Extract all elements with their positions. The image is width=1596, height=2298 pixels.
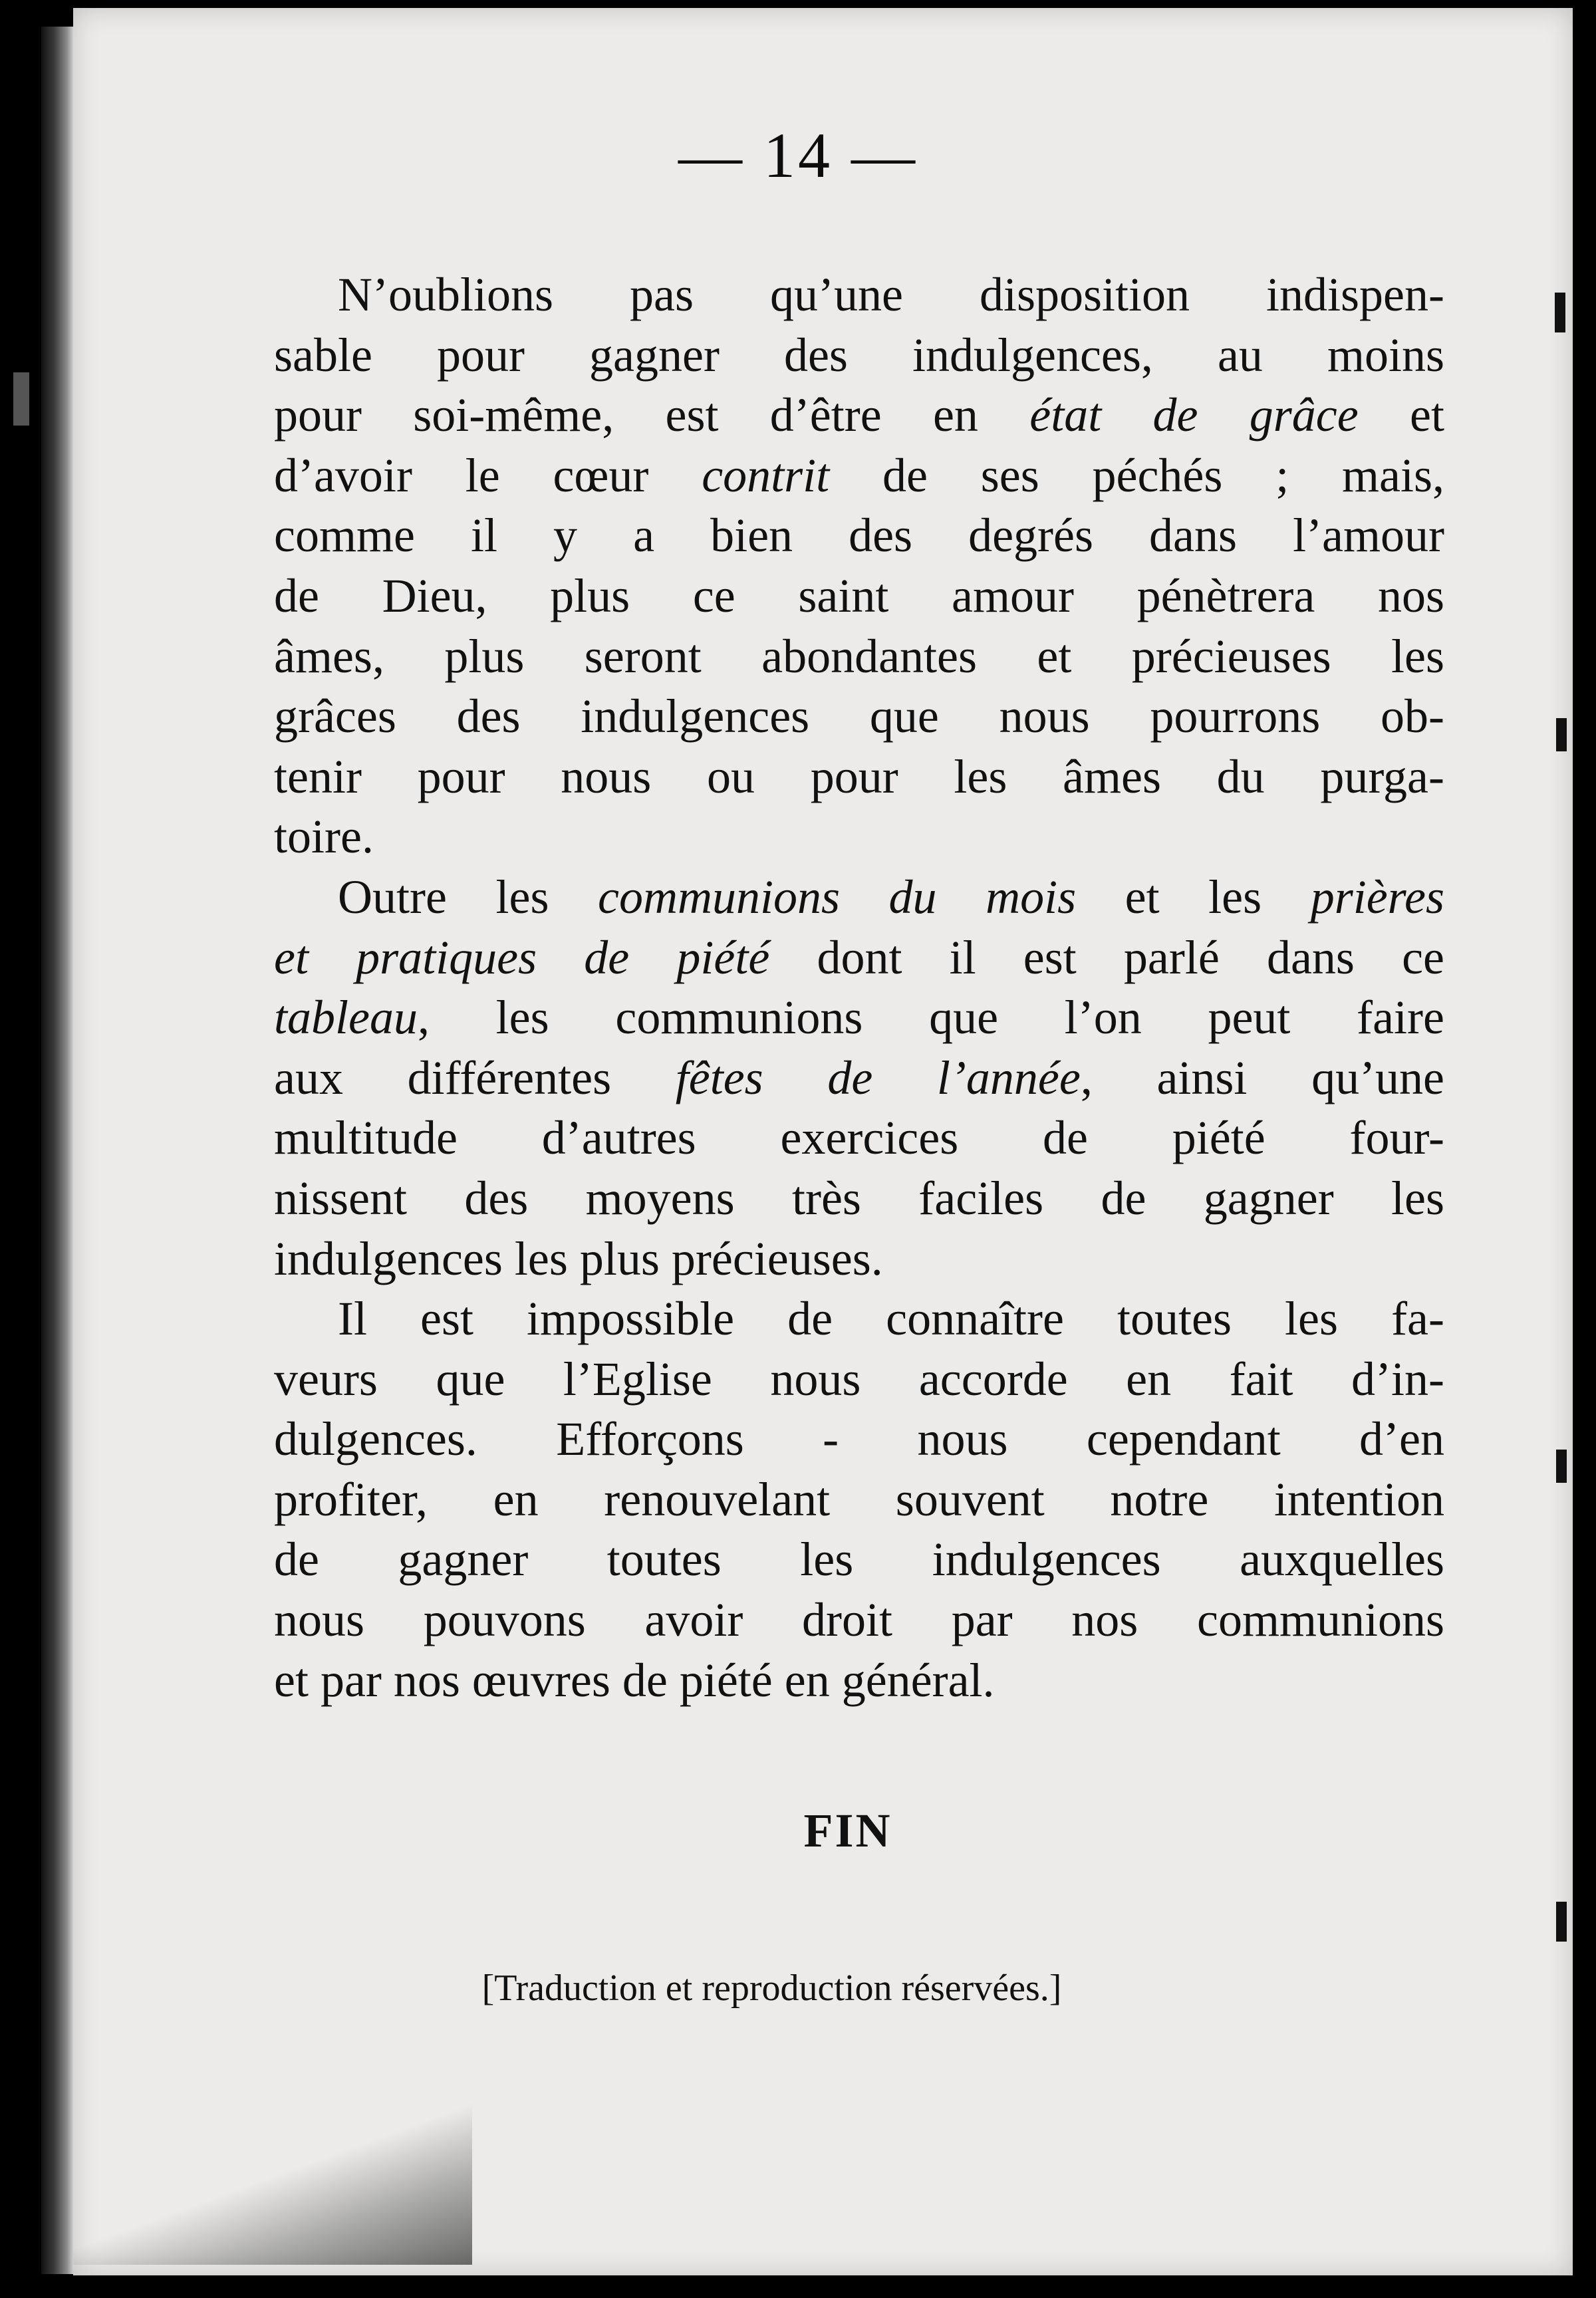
text-run: Il est impossible de connaître toutes les fa-: [338, 1292, 1444, 1346]
text-line: [274, 1289, 1444, 1349]
italic-run: contrit: [702, 448, 830, 502]
text-run: de Dieu, plus ce saint amour pénètrera nos: [274, 569, 1444, 622]
text-run: âmes, plus seront abondantes et précieuses les: [274, 629, 1444, 683]
binding-mark: [1556, 1450, 1567, 1483]
book-spine-edge: [41, 27, 73, 2274]
text-run: nissent des moyens très faciles de gagner les: [274, 1171, 1444, 1225]
text-line: [274, 505, 1444, 566]
italic-run: tableau: [274, 991, 418, 1045]
text-run: dulgences. Efforçons - nous cependant d’en: [274, 1412, 1444, 1466]
text-run: , ainsi qu’une: [1080, 1051, 1444, 1104]
text-line: [274, 325, 1444, 386]
italic-run: communions du mois: [598, 870, 1077, 924]
page-fold-shadow: [73, 2052, 472, 2265]
text-run: de gagner toutes les indulgences auxquelles: [274, 1533, 1444, 1587]
text-line: [274, 987, 1444, 1048]
text-line: [274, 747, 1444, 807]
binding-mark: [13, 372, 29, 426]
text-run: sable pour gagner des indulgences, au moins: [274, 328, 1444, 382]
text-run: pour soi-même, est d’être en: [274, 388, 1030, 442]
text-run: aux différentes: [274, 1051, 676, 1104]
italic-run: et pratiques de piété: [274, 930, 770, 984]
text-run: , les communions que l’on peut faire: [417, 991, 1444, 1045]
body-text: [274, 265, 1444, 1710]
end-marker: FIN: [803, 1804, 892, 1857]
text-line: [274, 446, 1444, 506]
italic-run: prières: [1310, 870, 1444, 924]
text-line: [274, 1469, 1444, 1530]
text-line: [274, 1349, 1444, 1410]
italic-run: état de grâce: [1029, 388, 1359, 442]
text-run: et les: [1076, 870, 1311, 924]
text-line: [274, 1048, 1444, 1108]
text-run: tenir pour nous ou pour les âmes du purga-: [274, 749, 1444, 803]
text-line: [274, 1168, 1444, 1229]
text-line: [274, 1108, 1444, 1168]
text-line: [274, 385, 1444, 446]
text-line: [274, 566, 1444, 626]
text-run: toire.: [274, 810, 374, 864]
page-number: — 14 —: [678, 120, 918, 191]
text-line: [274, 1229, 1444, 1289]
text-line: [274, 807, 1444, 867]
text-line: [274, 686, 1444, 747]
rights-notice: [Traduction et reproduction réservées.]: [481, 1968, 1062, 2009]
italic-run: fêtes de l’année: [675, 1051, 1081, 1104]
binding-mark: [1556, 1902, 1567, 1942]
text-run: d’avoir le cœur: [274, 448, 702, 502]
text-line: [274, 928, 1444, 988]
text-run: profiter, en renouvelant souvent notre intention: [274, 1472, 1444, 1526]
text-run: grâces des indulgences que nous pourrons ob-: [274, 690, 1444, 743]
text-line: [274, 626, 1444, 687]
text-line: [274, 1409, 1444, 1469]
text-run: multitude d’autres exercices de piété four-: [274, 1111, 1444, 1165]
text-run: N’oublions pas qu’une disposition indispen-: [338, 268, 1444, 321]
text-line: [274, 867, 1444, 928]
text-run: de ses péchés ; mais,: [829, 448, 1444, 502]
text-run: dont il est parlé dans ce: [769, 930, 1445, 984]
text-run: et par nos œuvres de piété en général.: [274, 1653, 995, 1707]
text-run: et: [1358, 388, 1444, 442]
binding-mark: [1555, 293, 1565, 332]
text-run: indulgences les plus précieuses.: [274, 1231, 883, 1285]
text-run: nous pouvons avoir droit par nos communions: [274, 1593, 1444, 1647]
text-run: veurs que l’Eglise nous accorde en fait d’in-: [274, 1352, 1444, 1406]
text-line: [274, 1650, 1444, 1711]
text-run: comme il y a bien des degrés dans l’amour: [274, 509, 1444, 563]
text-line: [274, 1590, 1444, 1650]
text-run: Outre les: [338, 870, 598, 924]
text-line: [274, 1529, 1444, 1590]
binding-mark: [1556, 718, 1567, 751]
text-line: [274, 265, 1444, 325]
